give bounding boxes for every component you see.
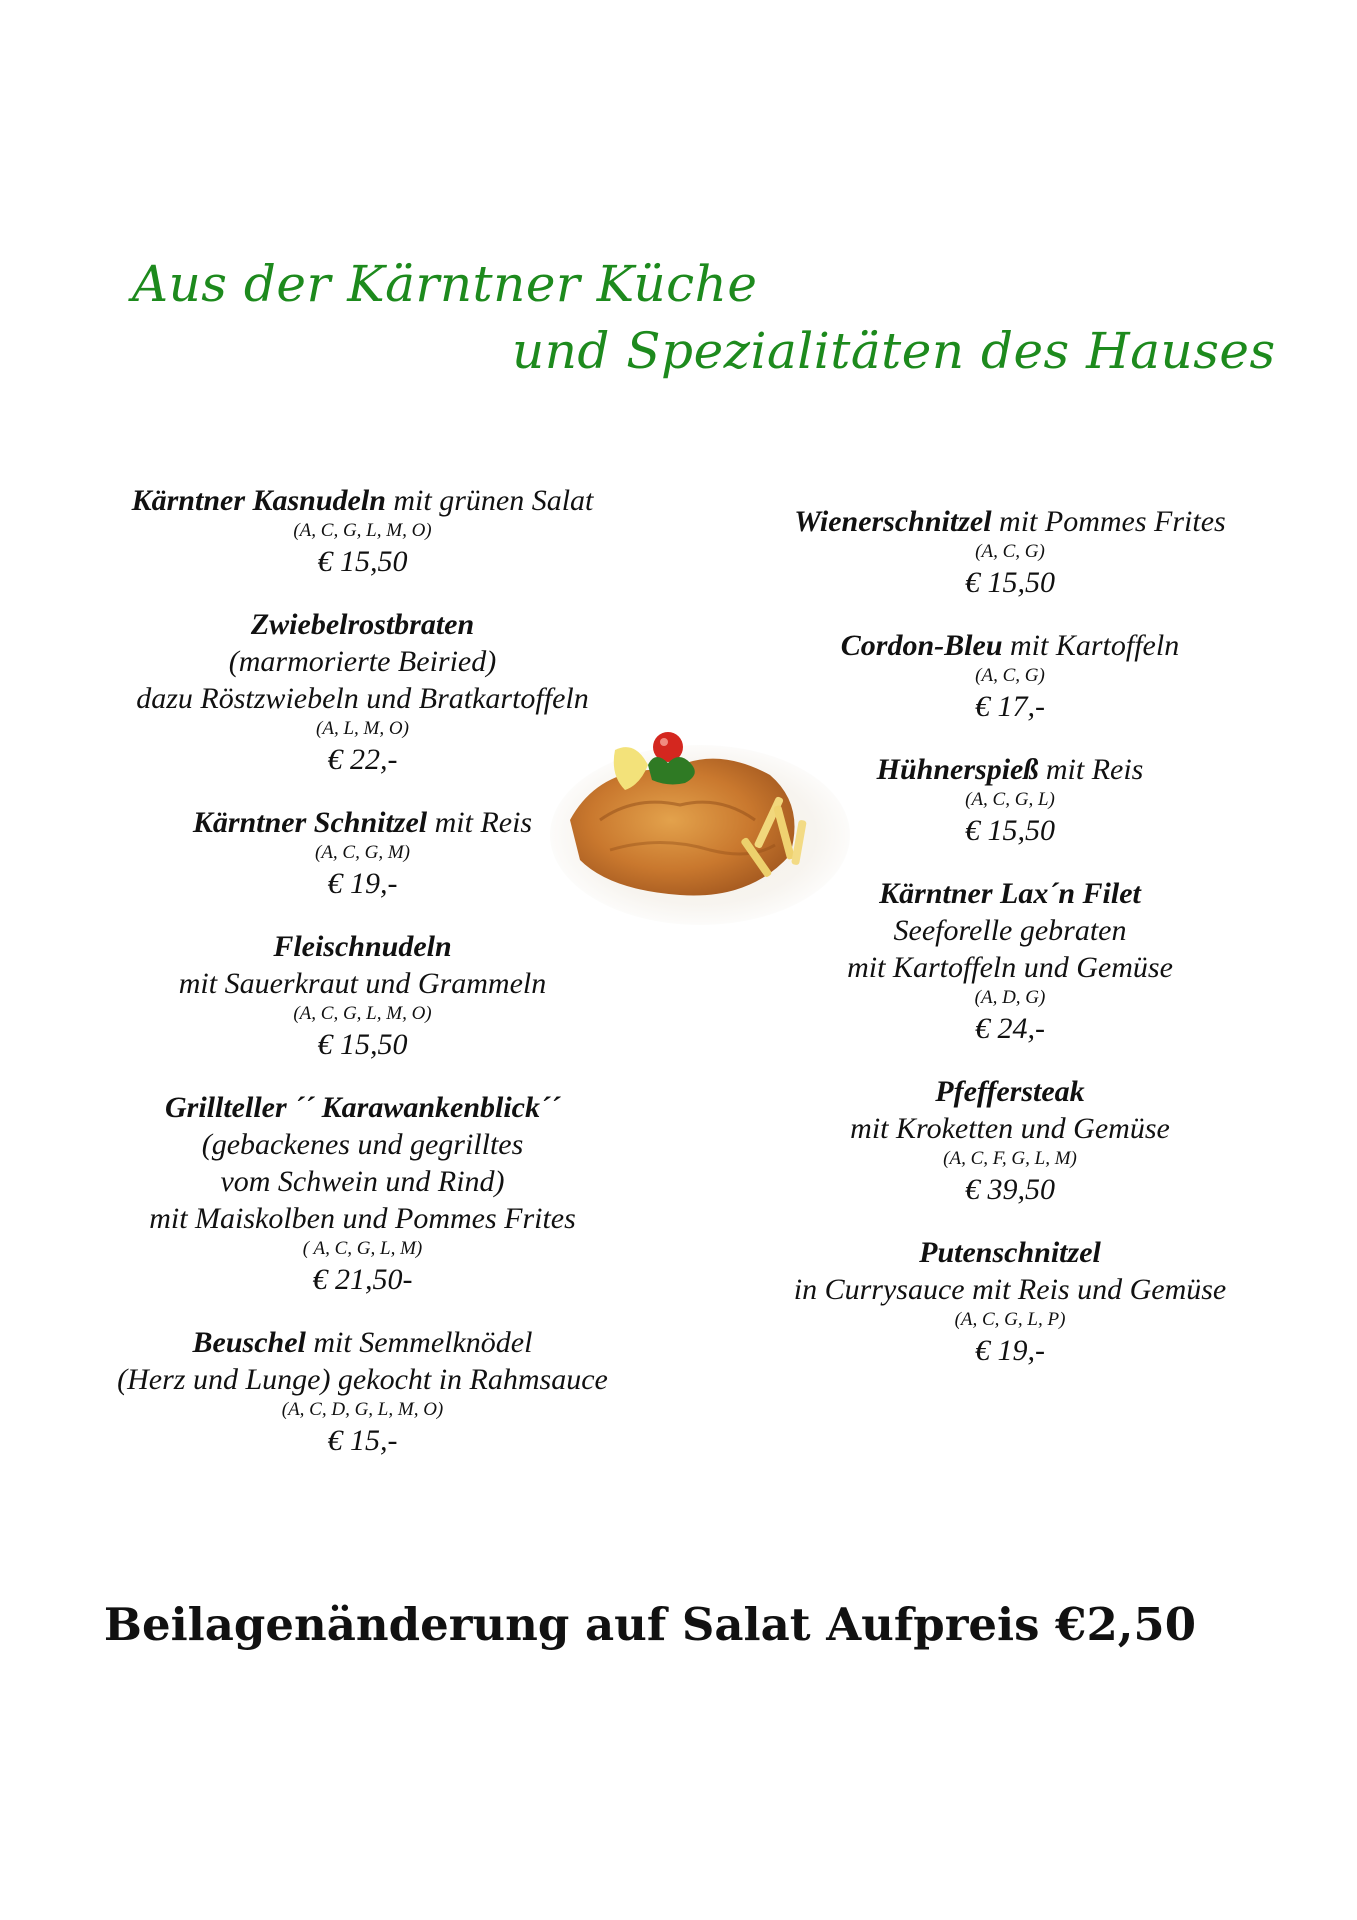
menu-item (745, 1073, 1275, 1209)
dish-description: Seeforelle gebraten (893, 914, 1127, 947)
dish-description: (marmorierte Beiried) (228, 645, 497, 678)
allergen-codes: (A, C, G, M) (315, 842, 410, 863)
dish-name: Hühnerspieß (876, 753, 1039, 786)
allergen-codes: ( A, C, G, L, M) (302, 1238, 423, 1259)
menu-item (745, 1234, 1275, 1370)
dish-description: in Currysauce mit Reis und Gemüse (793, 1273, 1227, 1306)
dish-description: (gebackenes und gegrilltes (201, 1128, 524, 1161)
dish-name: Grillteller ´´ Karawankenblick´´ (165, 1091, 560, 1124)
dish-price: € 15,50 (317, 1028, 408, 1061)
dish-price: € 15,- (327, 1424, 398, 1457)
side-dish-change-note: Beilagenänderung auf Salat Aufpreis €2,50 (103, 1598, 1197, 1651)
menu-item-line (80, 680, 645, 717)
allergen-codes: (A, C, D, G, L, M, O) (281, 1399, 444, 1420)
dish-name: Kärntner Lax´n Filet (879, 877, 1141, 910)
menu-item-line (745, 912, 1275, 949)
dish-description: mit Pommes Frites (991, 505, 1226, 538)
dish-description: dazu Röstzwiebeln und Bratkartoffeln (136, 682, 589, 715)
dish-description: mit Reis (1038, 753, 1144, 786)
dish-price: € 24,- (975, 1012, 1045, 1045)
menu-item-line (80, 965, 645, 1002)
menu-item (745, 503, 1275, 602)
dish-description: vom Schwein und Rind) (220, 1165, 505, 1198)
dish-description: mit Semmelknödel (305, 1326, 533, 1359)
dish-price: € 39,50 (965, 1173, 1055, 1206)
menu-item-line (80, 643, 645, 680)
allergen-codes: (A, C, G) (975, 665, 1045, 686)
dish-description: mit Sauerkraut und Grammeln (178, 967, 547, 1000)
menu-item-line (745, 503, 1275, 540)
dish-price: € 22,- (327, 743, 398, 776)
dish-description: mit Kroketten und Gemüse (850, 1112, 1170, 1145)
dish-description: (Herz und Lunge) gekocht in Rahmsauce (117, 1363, 608, 1396)
dish-price: € 15,50 (965, 814, 1055, 847)
dish-name: Kärntner Kasnudeln (131, 484, 386, 517)
menu-item-line (80, 1361, 645, 1398)
menu-item-line (745, 949, 1275, 986)
dish-name: Cordon-Bleu (840, 629, 1003, 662)
menu-item (80, 482, 645, 581)
dish-description: mit Maiskolben und Pommes Frites (149, 1202, 576, 1235)
menu-item-line (745, 1271, 1275, 1308)
menu-item (80, 1324, 645, 1460)
dish-name: Beuschel (192, 1326, 306, 1359)
dish-price: € 19,- (327, 867, 398, 900)
menu-item-line (80, 1324, 645, 1361)
dish-price: € 15,50 (965, 566, 1055, 599)
dish-description: mit Kartoffeln (1002, 629, 1180, 662)
dish-name: Zwiebelrostbraten (250, 608, 475, 641)
dish-price: € 15,50 (317, 545, 408, 578)
dish-description: mit Reis (427, 806, 533, 839)
dish-price: € 19,- (975, 1334, 1045, 1367)
dish-price: € 17,- (975, 690, 1045, 723)
menu-item-line (80, 928, 645, 965)
dish-name: Kärntner Schnitzel (192, 806, 428, 839)
dish-description: mit Kartoffeln und Gemüse (847, 951, 1173, 984)
allergen-codes: (A, C, G, L, M, O) (293, 1003, 432, 1024)
menu-column-left (80, 482, 645, 1485)
allergen-codes: (A, D, G) (974, 987, 1046, 1008)
menu-item-line (80, 1200, 645, 1237)
menu-item (745, 875, 1275, 1048)
menu-item-line (80, 1163, 645, 1200)
menu-item (80, 1089, 645, 1299)
menu-item (80, 928, 645, 1064)
menu-item (745, 751, 1275, 850)
menu-column-right (745, 503, 1275, 1395)
page-title-line-2: und Spezialitäten des Hauses (512, 322, 1276, 380)
allergen-codes: (A, C, G) (975, 541, 1045, 562)
dish-name: Fleischnudeln (273, 930, 452, 963)
dish-name: Wienerschnitzel (794, 505, 992, 538)
menu-item-line (745, 627, 1275, 664)
menu-item-line (745, 1234, 1275, 1271)
allergen-codes: (A, C, G, L) (965, 789, 1055, 810)
allergen-codes: (A, C, G, L, M, O) (293, 520, 432, 541)
dish-description: mit grünen Salat (385, 484, 594, 517)
page-title-line-1: Aus der Kärntner Küche (132, 255, 758, 313)
allergen-codes: (A, L, M, O) (316, 718, 409, 739)
menu-item-line (80, 606, 645, 643)
dish-name: Pfeffersteak (935, 1075, 1085, 1108)
menu-item-line (745, 751, 1275, 788)
menu-item (745, 627, 1275, 726)
dish-name: Putenschnitzel (919, 1236, 1101, 1269)
allergen-codes: (A, C, G, L, P) (954, 1309, 1066, 1330)
menu-item-line (80, 1126, 645, 1163)
menu-item-line (745, 875, 1275, 912)
allergen-codes: (A, C, F, G, L, M) (943, 1148, 1077, 1169)
menu-item-line (80, 482, 645, 519)
menu-item-line (80, 1089, 645, 1126)
menu-item-line (745, 1073, 1275, 1110)
menu-item-line (745, 1110, 1275, 1147)
dish-price: € 21,50- (312, 1263, 413, 1296)
